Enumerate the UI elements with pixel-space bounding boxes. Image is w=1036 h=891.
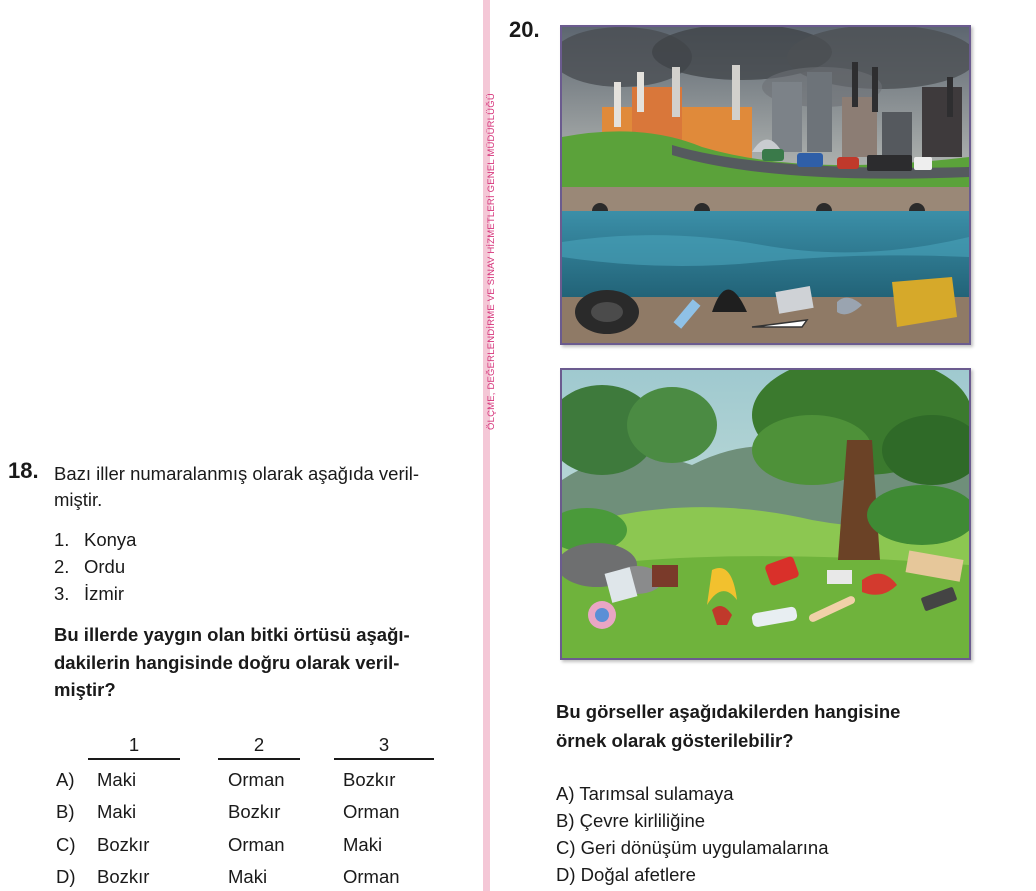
column-header-1: 1 xyxy=(88,734,180,760)
question-18-number: 18. xyxy=(8,458,39,483)
littered-forest-scene xyxy=(562,370,969,658)
littered-nature-illustration xyxy=(560,368,971,660)
publisher-side-label: ÖLÇME, DEĞERLENDİRME VE SINAV HİZMETLERİ GENEL MÜDÜRLÜĞÜ xyxy=(486,93,497,430)
answer-option-c[interactable]: C) Geri dönüşüm uygulamalarına xyxy=(556,837,829,858)
column-header-3: 3 xyxy=(334,734,434,760)
pollution-illustration xyxy=(560,25,971,345)
pollution-scene xyxy=(562,27,969,343)
city-item: 3. İzmir xyxy=(54,583,125,604)
answer-option-d[interactable]: D) Doğal afetlere xyxy=(556,864,696,885)
question-20-prompt: Bu görseller aşağıdakilerden hangisine örnek olarak gösterilebilir? xyxy=(556,701,901,751)
question-18-prompt: Bu illerde yaygın olan bitki örtüsü aşağı- dakilerin hangisinde doğru olarak veril- miştir? xyxy=(54,624,410,700)
question-20-options xyxy=(556,780,829,888)
question-18-city-list xyxy=(54,526,136,607)
city-item: 2. Ordu xyxy=(54,556,126,577)
column-header-2: 2 xyxy=(218,734,300,760)
city-item: 1. Konya xyxy=(54,529,137,550)
question-20-number: 20. xyxy=(509,17,540,42)
answer-option-a[interactable]: A) Tarımsal sulamaya xyxy=(556,783,734,804)
question-18-stem: Bazı iller numaralanmış olarak aşağıda veril- miştir. xyxy=(54,463,420,510)
answer-option-b[interactable]: B) Çevre kirliliğine xyxy=(556,810,706,831)
